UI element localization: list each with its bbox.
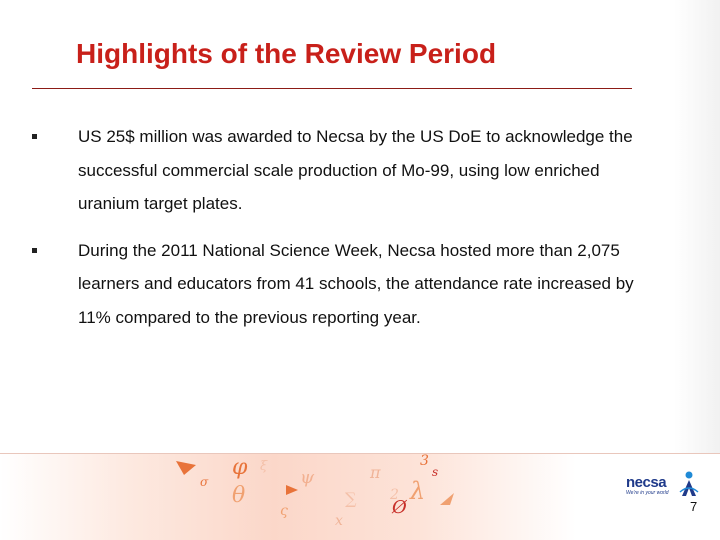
decor-glyph: s bbox=[432, 465, 439, 479]
decor-glyph: ξ bbox=[260, 459, 268, 474]
decor-glyph: ψ bbox=[300, 467, 315, 488]
necsa-logo-icon bbox=[678, 470, 700, 500]
bullet-text: During the 2011 National Science Week, Necsa hosted more than 2,075 learners and educators from 41 schools, the attendance rate increased by 11% compared to the previous reporting year. bbox=[78, 240, 634, 327]
decor-triangle-icon bbox=[176, 461, 196, 475]
bullet-list bbox=[30, 120, 650, 347]
bullet-item bbox=[30, 234, 650, 335]
decor-glyph: λ bbox=[410, 477, 426, 505]
logo-word: necsa bbox=[626, 474, 667, 491]
decor-glyph: θ bbox=[232, 483, 246, 508]
decor-glyph: π bbox=[370, 463, 381, 482]
slide-title: Highlights of the Review Period bbox=[76, 38, 497, 69]
decor-glyph: σ bbox=[200, 475, 209, 489]
decor-glyph: 2 bbox=[390, 487, 399, 503]
bullet-item bbox=[30, 120, 650, 221]
decor-triangle-icon bbox=[440, 493, 454, 505]
bullet-text: US 25$ million was awarded to Necsa by the US DoE to acknowledge the successful commercial scale production of Mo-99, using low enriched uranium target plates. bbox=[78, 127, 633, 213]
decor-glyph: Ø bbox=[392, 497, 407, 518]
bullet-square-icon bbox=[32, 248, 37, 253]
title-underline bbox=[32, 88, 632, 89]
decor-glyph: 3 bbox=[420, 453, 429, 469]
decor-glyph: ∑ bbox=[345, 489, 357, 508]
corner-shadow bbox=[674, 0, 720, 460]
decor-triangle-icon bbox=[286, 485, 298, 495]
bullet-square-icon bbox=[32, 134, 37, 139]
decor-glyph: φ bbox=[232, 455, 248, 480]
decor-glyph: x bbox=[335, 513, 343, 529]
decor-glyph: ς bbox=[280, 503, 288, 519]
page-number: 7 bbox=[690, 499, 698, 514]
logo-tagline: We're in your world bbox=[626, 490, 669, 496]
science-symbols-decor bbox=[0, 453, 720, 540]
